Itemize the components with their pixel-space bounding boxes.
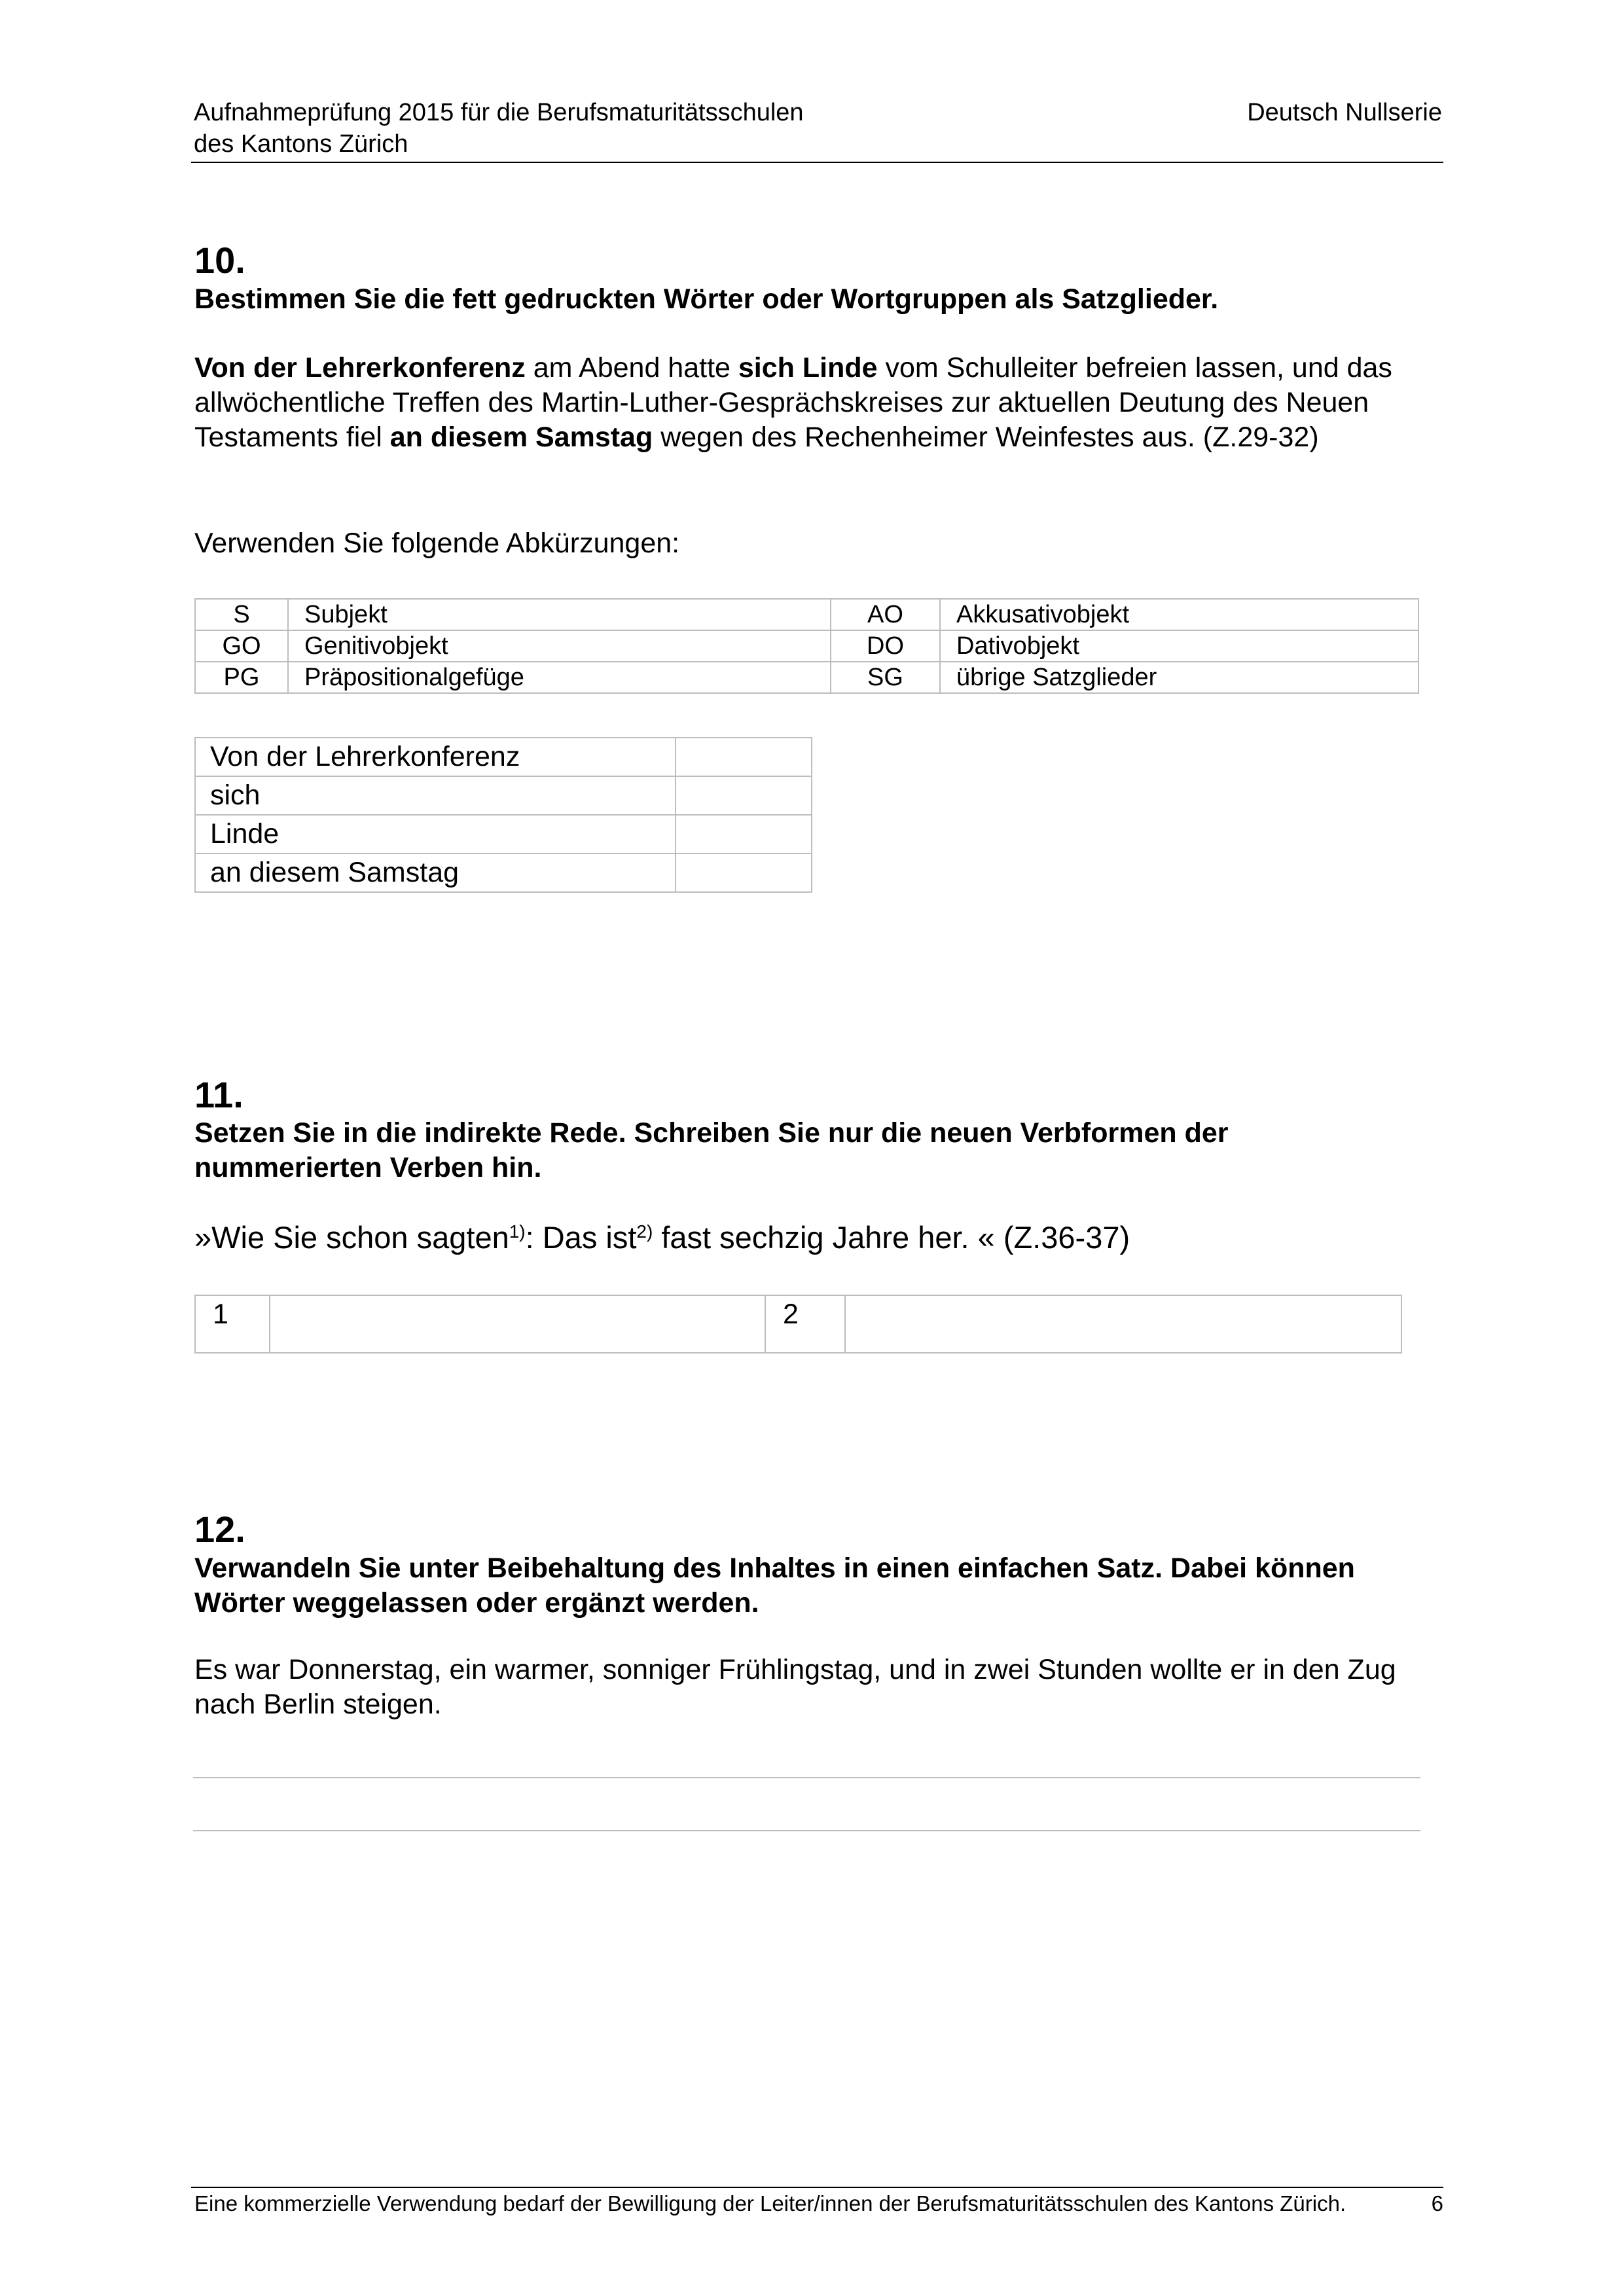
header-rule (191, 162, 1443, 163)
table-row (195, 815, 812, 853)
q10-abbr-intro: Verwenden Sie folgende Abkürzungen: (194, 528, 680, 559)
q10-text-3: wegen des Rechenheimer Weinfestes aus. (Z.29-32) (653, 422, 1319, 453)
abbr-label: Akkusativobjekt (940, 599, 1418, 630)
q11-answer-table (194, 1295, 1402, 1354)
answer-field[interactable] (676, 738, 812, 776)
q10-bold-3: an diesem Samstag (389, 422, 653, 453)
q10-answer-table (194, 737, 812, 893)
header-line-2: des Kantons Zürich (194, 130, 408, 158)
answer-term: an diesem Samstag (195, 853, 676, 892)
table-row (195, 738, 812, 776)
abbr-code: S (195, 599, 288, 630)
header-title (194, 97, 804, 160)
q11-part-a: »Wie Sie schon sagten (194, 1220, 509, 1255)
q11-part-b: : Das ist (525, 1220, 637, 1255)
answer-term: Von der Lehrerkonferenz (195, 738, 676, 776)
q10-title: Bestimmen Sie die fett gedruckten Wörter oder Wortgruppen als Satzglieder. (194, 283, 1219, 315)
table-row (195, 662, 1418, 693)
footer-rule (191, 2187, 1443, 2188)
answer-term: Linde (195, 815, 676, 853)
q11-sentence (194, 1219, 1445, 1257)
slot-number: 2 (765, 1295, 845, 1353)
abbr-code: AO (831, 599, 940, 630)
header-line-1: Aufnahmeprüfung 2015 für die Berufsmaturitätsschulen (194, 99, 804, 126)
q11-footnote-2: 2) (636, 1221, 653, 1242)
q10-text-1: am Abend hatte (525, 352, 738, 384)
abbr-code: SG (831, 662, 940, 693)
abbr-label: Subjekt (288, 599, 831, 630)
abbr-label: übrige Satzglieder (940, 662, 1418, 693)
table-row (195, 1295, 1401, 1353)
q12-number: 12. (194, 1509, 245, 1550)
abbr-code: DO (831, 630, 940, 662)
abbr-code: PG (195, 662, 288, 693)
writing-line[interactable] (193, 1830, 1420, 1831)
q10-number: 10. (194, 240, 245, 281)
q11-title: Setzen Sie in die indirekte Rede. Schreiben Sie nur die neuen Verbformen der nummerierten Verben hin. (194, 1117, 1229, 1183)
abbr-label: Genitivobjekt (288, 630, 831, 662)
table-row (195, 630, 1418, 662)
slot-number: 1 (195, 1295, 270, 1353)
abbr-code: GO (195, 630, 288, 662)
q12-title: Verwandeln Sie unter Beibehaltung des Inhaltes in einen einfachen Satz. Dabei können Wörter weggelassen oder ergänzt werden. (194, 1552, 1355, 1619)
q10-bold-1: Von der Lehrerkonferenz (194, 352, 526, 384)
abbreviation-table (194, 598, 1419, 694)
q11-part-c: fast sechzig Jahre her. « (Z.36-37) (653, 1220, 1130, 1255)
verb-answer-field[interactable] (270, 1295, 765, 1353)
answer-field[interactable] (676, 776, 812, 815)
q11-footnote-1: 1) (509, 1221, 526, 1242)
q10-bold-2: sich Linde (738, 352, 878, 384)
footer-notice: Eine kommerzielle Verwendung bedarf der Bewilligung der Leiter/innen der Berufsmaturitätsschulen des Kantons Zürich. (194, 2191, 1346, 2215)
abbr-label: Dativobjekt (940, 630, 1418, 662)
writing-line[interactable] (193, 1777, 1420, 1778)
abbr-label: Präpositionalgefüge (288, 662, 831, 693)
verb-answer-field[interactable] (845, 1295, 1401, 1353)
table-row (195, 853, 812, 892)
answer-term: sich (195, 776, 676, 815)
table-row (195, 776, 812, 815)
q11-number: 11. (194, 1074, 244, 1115)
page-number: 6 (1431, 2191, 1443, 2215)
answer-field[interactable] (676, 815, 812, 853)
q12-sentence: Es war Donnerstag, ein warmer, sonniger Frühlingstag, und in zwei Stunden wollte er in den Zug nach Berlin steigen. (194, 1654, 1396, 1720)
table-row (195, 599, 1418, 630)
answer-field[interactable] (676, 853, 812, 892)
q10-text-2: vom Schulleiter befreien lassen, und das allwöchentliche Treffen des Martin-Luther-Gesprächskreises zur aktuellen Deutung des Neuen Testaments fiel (194, 352, 1392, 453)
q10-text (194, 351, 1445, 455)
header-subject: Deutsch Nullserie (1247, 99, 1442, 126)
